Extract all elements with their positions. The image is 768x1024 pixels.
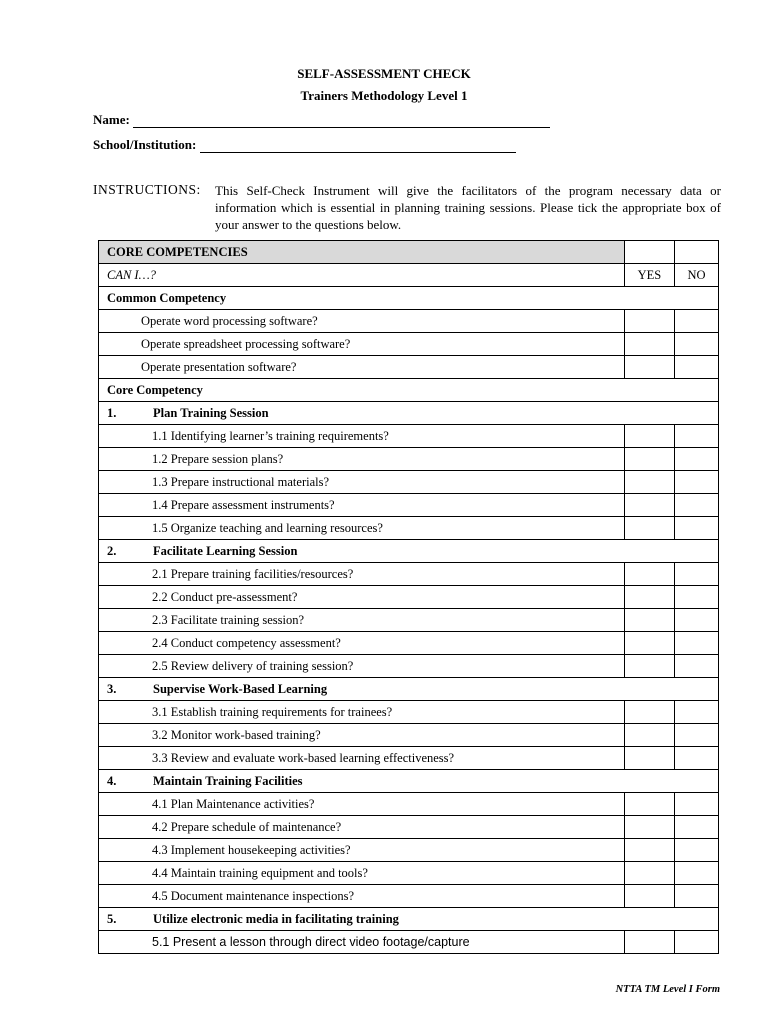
yes-checkbox[interactable] xyxy=(624,425,674,448)
no-checkbox[interactable] xyxy=(674,701,718,724)
item-text: 1.5 Organize teaching and learning resources? xyxy=(99,517,625,540)
yes-checkbox[interactable] xyxy=(624,747,674,770)
section-title: Plan Training Session xyxy=(153,405,269,420)
section-title: Supervise Work-Based Learning xyxy=(153,681,328,696)
can-i-row xyxy=(99,264,719,287)
section-heading-row xyxy=(99,678,719,701)
section-number: 2. xyxy=(107,543,117,558)
no-checkbox[interactable] xyxy=(674,862,718,885)
no-checkbox[interactable] xyxy=(674,793,718,816)
school-field xyxy=(93,137,516,153)
yes-checkbox[interactable] xyxy=(624,333,674,356)
no-checkbox[interactable] xyxy=(674,517,718,540)
section-heading xyxy=(99,402,719,425)
yes-checkbox[interactable] xyxy=(624,632,674,655)
name-field xyxy=(93,112,550,128)
yes-checkbox[interactable] xyxy=(624,816,674,839)
no-checkbox[interactable] xyxy=(674,655,718,678)
table-row xyxy=(99,563,719,586)
item-text: 3.3 Review and evaluate work-based learning effectiveness? xyxy=(99,747,625,770)
table-row xyxy=(99,448,719,471)
section-heading-row xyxy=(99,402,719,425)
section-title: Facilitate Learning Session xyxy=(153,543,298,558)
name-label: Name: xyxy=(93,112,130,127)
item-text: 3.1 Establish training requirements for trainees? xyxy=(99,701,625,724)
section-number: 3. xyxy=(107,681,117,696)
core-competency-heading: Core Competency xyxy=(99,379,719,402)
common-competency-heading: Common Competency xyxy=(99,287,719,310)
core-competencies-header: CORE COMPETENCIES xyxy=(99,241,625,264)
instructions-label: INSTRUCTIONS: xyxy=(93,182,201,197)
no-column-header: NO xyxy=(674,264,718,287)
yes-checkbox[interactable] xyxy=(624,655,674,678)
table-row xyxy=(99,747,719,770)
section-title: Maintain Training Facilities xyxy=(153,773,303,788)
section-number: 5. xyxy=(107,911,117,926)
yes-checkbox[interactable] xyxy=(624,448,674,471)
item-text: 4.1 Plan Maintenance activities? xyxy=(99,793,625,816)
no-checkbox[interactable] xyxy=(674,724,718,747)
yes-checkbox[interactable] xyxy=(624,356,674,379)
yes-checkbox[interactable] xyxy=(624,609,674,632)
yes-checkbox[interactable] xyxy=(624,839,674,862)
header-yes-blank xyxy=(624,241,674,264)
item-text: 1.4 Prepare assessment instruments? xyxy=(99,494,625,517)
instructions-text: This Self-Check Instrument will give the facilitators of the program necessary data or information which is essential in planning training sessions. Please tick the appropriate box of your answer to the questions below. xyxy=(215,183,721,232)
header-no-blank xyxy=(674,241,718,264)
yes-checkbox[interactable] xyxy=(624,862,674,885)
item-text: Operate presentation software? xyxy=(99,356,625,379)
item-text: 4.2 Prepare schedule of maintenance? xyxy=(99,816,625,839)
item-text: 2.2 Conduct pre-assessment? xyxy=(99,586,625,609)
no-checkbox[interactable] xyxy=(674,747,718,770)
table-row xyxy=(99,586,719,609)
table-row xyxy=(99,839,719,862)
no-checkbox[interactable] xyxy=(674,494,718,517)
yes-checkbox[interactable] xyxy=(624,310,674,333)
item-text: 2.1 Prepare training facilities/resources? xyxy=(99,563,625,586)
document-subtitle: Trainers Methodology Level 1 xyxy=(300,88,468,103)
yes-checkbox[interactable] xyxy=(624,563,674,586)
no-checkbox[interactable] xyxy=(674,425,718,448)
no-checkbox[interactable] xyxy=(674,333,718,356)
core-competency-heading-row xyxy=(99,379,719,402)
item-text: 2.3 Facilitate training session? xyxy=(99,609,625,632)
no-checkbox[interactable] xyxy=(674,471,718,494)
table-row xyxy=(99,356,719,379)
no-checkbox[interactable] xyxy=(674,448,718,471)
no-checkbox[interactable] xyxy=(674,609,718,632)
document-title: SELF-ASSESSMENT CHECK xyxy=(297,66,471,81)
competency-table xyxy=(98,240,719,954)
table-row xyxy=(99,471,719,494)
table-row xyxy=(99,494,719,517)
item-text: 2.5 Review delivery of training session? xyxy=(99,655,625,678)
section-heading-row xyxy=(99,540,719,563)
no-checkbox[interactable] xyxy=(674,310,718,333)
section-heading xyxy=(99,540,719,563)
item-text: Operate word processing software? xyxy=(99,310,625,333)
yes-checkbox[interactable] xyxy=(624,885,674,908)
yes-checkbox[interactable] xyxy=(624,793,674,816)
no-checkbox[interactable] xyxy=(674,632,718,655)
no-checkbox[interactable] xyxy=(674,356,718,379)
section-title: Utilize electronic media in facilitating training xyxy=(153,911,399,926)
section-heading xyxy=(99,678,719,701)
no-checkbox[interactable] xyxy=(674,839,718,862)
table-row xyxy=(99,517,719,540)
yes-checkbox[interactable] xyxy=(624,701,674,724)
table-row xyxy=(99,724,719,747)
table-row xyxy=(99,333,719,356)
no-checkbox[interactable] xyxy=(674,563,718,586)
item-text: 3.2 Monitor work-based training? xyxy=(99,724,625,747)
table-row xyxy=(99,655,719,678)
section-heading-row xyxy=(99,770,719,793)
table-row xyxy=(99,885,719,908)
section-heading xyxy=(99,770,719,793)
item-text: 5.1 Present a lesson through direct video footage/capture xyxy=(99,931,625,954)
name-blank[interactable] xyxy=(133,114,550,128)
item-text: 4.3 Implement housekeeping activities? xyxy=(99,839,625,862)
item-text: Operate spreadsheet processing software? xyxy=(99,333,625,356)
yes-checkbox[interactable] xyxy=(624,586,674,609)
item-text: 1.2 Prepare session plans? xyxy=(99,448,625,471)
table-row xyxy=(99,793,719,816)
common-competency-heading-row xyxy=(99,287,719,310)
school-label: School/Institution: xyxy=(93,137,197,152)
no-checkbox[interactable] xyxy=(674,885,718,908)
section-number: 4. xyxy=(107,773,117,788)
no-checkbox[interactable] xyxy=(674,931,718,954)
yes-checkbox[interactable] xyxy=(624,724,674,747)
form-footer: NTTA TM Level I Form xyxy=(615,984,720,995)
table-row xyxy=(99,701,719,724)
table-row xyxy=(99,632,719,655)
section-heading-row xyxy=(99,908,719,931)
table-row xyxy=(99,609,719,632)
item-text: 4.5 Document maintenance inspections? xyxy=(99,885,625,908)
table-row xyxy=(99,310,719,333)
yes-checkbox[interactable] xyxy=(624,517,674,540)
section-number: 1. xyxy=(107,405,117,420)
section-heading xyxy=(99,908,719,931)
yes-checkbox[interactable] xyxy=(624,494,674,517)
table-row xyxy=(99,816,719,839)
item-text: 1.3 Prepare instructional materials? xyxy=(99,471,625,494)
table-row xyxy=(99,862,719,885)
item-text: 4.4 Maintain training equipment and tools? xyxy=(99,862,625,885)
table-row xyxy=(99,931,719,954)
no-checkbox[interactable] xyxy=(674,816,718,839)
no-checkbox[interactable] xyxy=(674,586,718,609)
can-i-label: CAN I…? xyxy=(99,264,625,287)
table-row xyxy=(99,425,719,448)
yes-checkbox[interactable] xyxy=(624,471,674,494)
item-text: 2.4 Conduct competency assessment? xyxy=(99,632,625,655)
yes-checkbox[interactable] xyxy=(624,931,674,954)
yes-column-header: YES xyxy=(624,264,674,287)
item-text: 1.1 Identifying learner’s training requirements? xyxy=(99,425,625,448)
school-blank[interactable] xyxy=(200,139,516,153)
core-competencies-header-row xyxy=(99,241,719,264)
